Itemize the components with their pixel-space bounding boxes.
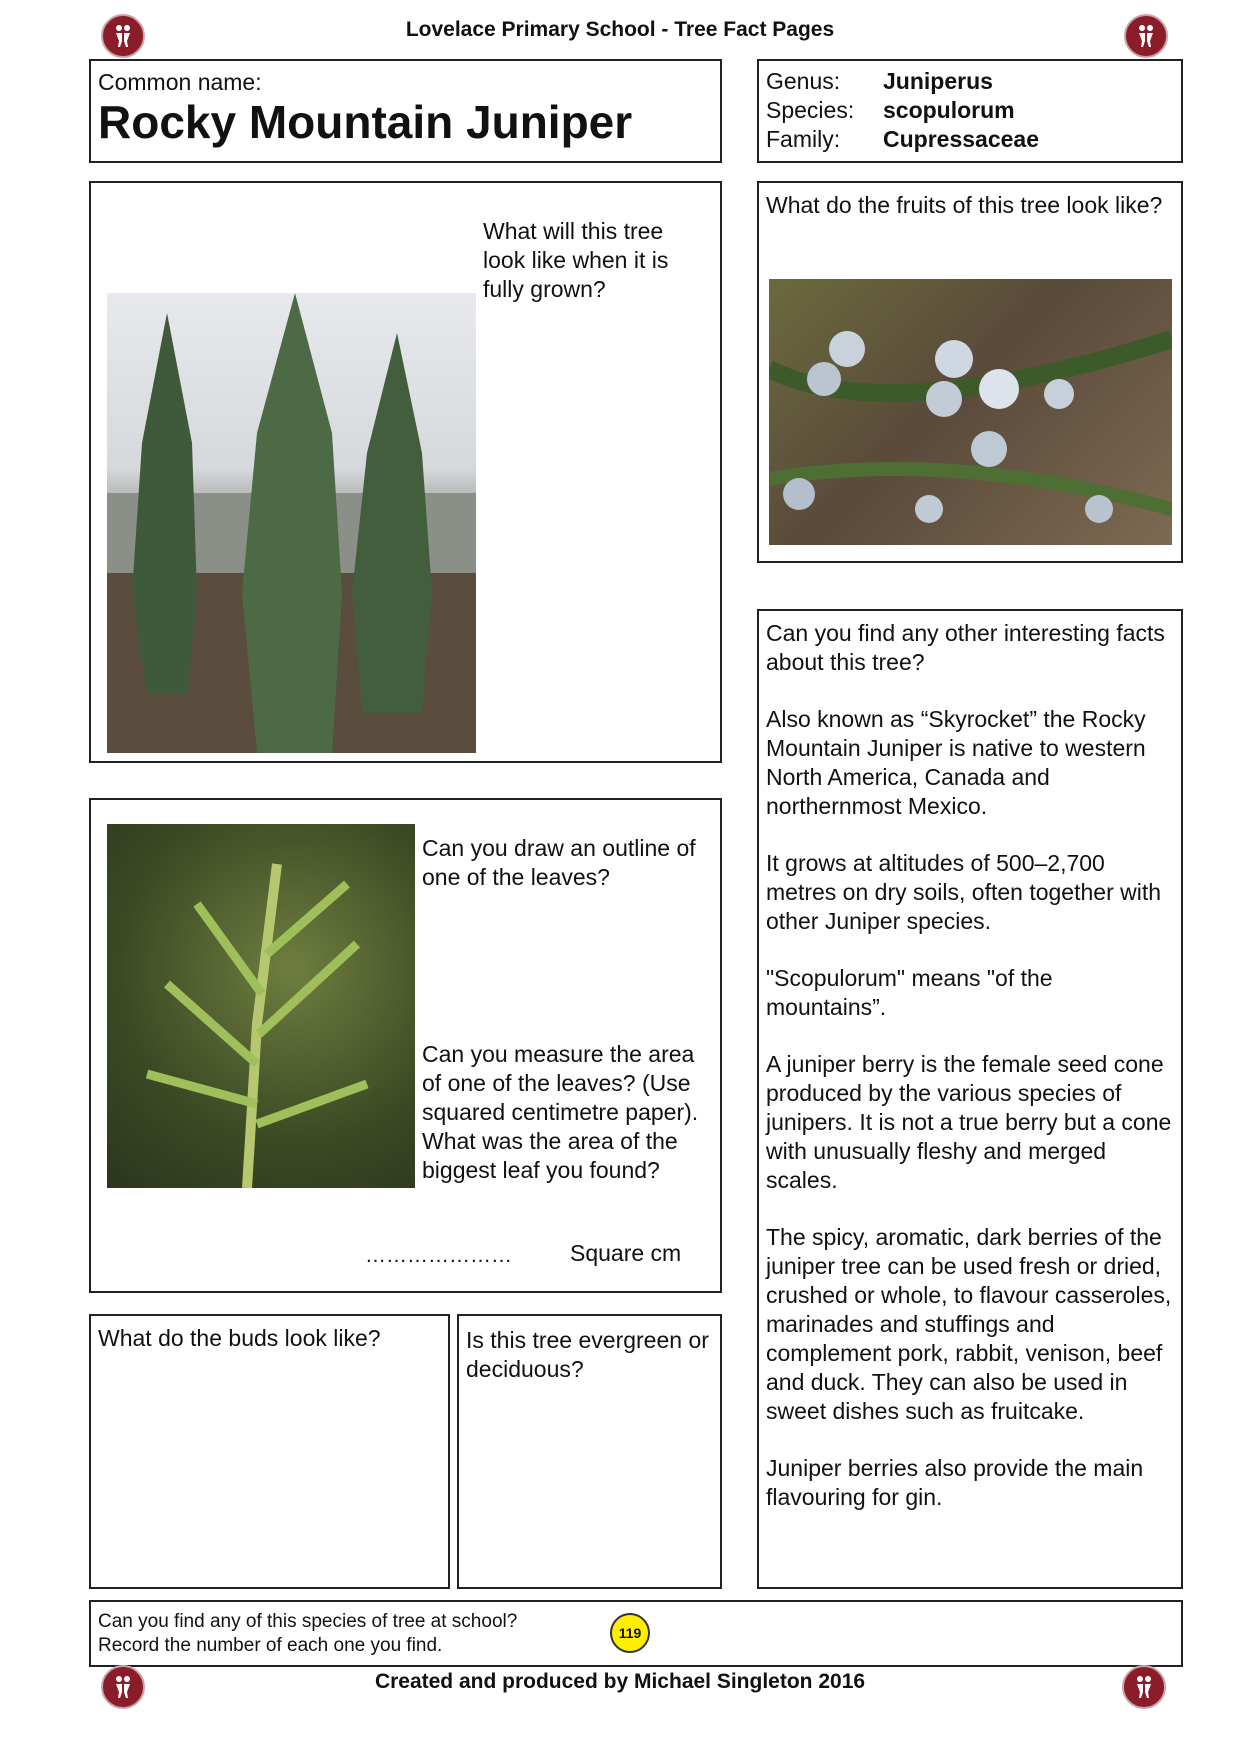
- children-icon: [1131, 21, 1161, 51]
- fact-paragraph: A juniper berry is the female seed cone produced by the various species of junipers. It is not a true berry but a cone with unusually fleshy and merged scales.: [766, 1051, 1172, 1193]
- juniper-trees-photo: [107, 293, 476, 753]
- fruits-question: What do the fruits of this tree look like?: [766, 192, 1163, 218]
- juniper-berries-illustration: [769, 279, 1172, 545]
- leaf-box: [89, 798, 722, 1293]
- common-name-title: Rocky Mountain Juniper: [98, 96, 633, 148]
- taxonomy-box: [757, 59, 1183, 163]
- page-number-badge: 119: [610, 1613, 650, 1653]
- leaf-area-unit: Square cm: [570, 1240, 682, 1266]
- children-icon: [1129, 1672, 1159, 1702]
- leaf-area-blank: …………………: [365, 1244, 512, 1267]
- taxonomy-labels: [766, 67, 854, 154]
- juniper-leaf-photo: [107, 824, 415, 1188]
- juniper-berries-photo: [769, 279, 1172, 545]
- fact-paragraph: The spicy, aromatic, dark berries of the juniper tree can be used fresh or dried, crushed or whole, to flavour casseroles, marinades and stuffings and complement pork, rabbit, venison, beef and duck. They can also be used in sweet dishes such as fruitcake.: [766, 1224, 1172, 1424]
- genus-label: Genus:: [766, 68, 841, 94]
- leaf-outline-question: Can you draw an outline of one of the leaves?: [422, 835, 696, 890]
- fully-grown-question: What will this tree look like when it is fully grown?: [483, 218, 669, 302]
- family-value: Cupressaceae: [883, 126, 1039, 152]
- buds-question: What do the buds look like?: [98, 1325, 381, 1351]
- evergreen-question: Is this tree evergreen or deciduous?: [466, 1327, 709, 1382]
- school-logo-bottom-right: [1122, 1665, 1166, 1709]
- school-count-line-2: Record the number of each one you find.: [98, 1635, 443, 1656]
- leaf-area-question: Can you measure the area of one of the leaves? (Use squared centimetre paper). What was the area of the biggest leaf you found?: [422, 1041, 699, 1183]
- page-header-title: Lovelace Primary School - Tree Fact Pages: [405, 18, 835, 41]
- facts-question: Can you find any other interesting facts about this tree?: [766, 620, 1165, 675]
- genus-value: Juniperus: [883, 68, 993, 94]
- fully-grown-box: [89, 181, 722, 763]
- juniper-trees-illustration: [107, 293, 476, 753]
- family-label: Family:: [766, 126, 841, 152]
- facts-box: [757, 609, 1183, 1589]
- evergreen-box: [457, 1314, 722, 1589]
- common-name-label: Common name:: [98, 69, 262, 95]
- juniper-leaf-illustration: [107, 824, 415, 1188]
- facts-text: [766, 619, 1178, 1540]
- fact-paragraph: It grows at altitudes of 500–2,700 metres on dry soils, often together with other Juniper species.: [766, 850, 1162, 934]
- taxonomy-values: [883, 67, 1039, 154]
- school-count-box: [89, 1600, 1183, 1667]
- fruits-box: [757, 181, 1183, 563]
- common-name-box: [89, 59, 722, 163]
- fact-paragraph: "Scopulorum" means "of the mountains”.: [766, 965, 1053, 1020]
- fact-paragraph: Also known as “Skyrocket” the Rocky Mountain Juniper is native to western North America, Canada and northernmost Mexico.: [766, 706, 1146, 819]
- school-logo-top-right: [1124, 14, 1168, 58]
- footer-credit: Created and produced by Michael Singleton 2016: [374, 1670, 866, 1693]
- fact-paragraph: Juniper berries also provide the main flavouring for gin.: [766, 1455, 1144, 1510]
- species-label: Species:: [766, 97, 855, 123]
- buds-box: [89, 1314, 450, 1589]
- school-count-text: [98, 1610, 517, 1658]
- species-value: scopulorum: [883, 97, 1015, 123]
- school-count-line-1: Can you find any of this species of tree at school?: [98, 1611, 518, 1632]
